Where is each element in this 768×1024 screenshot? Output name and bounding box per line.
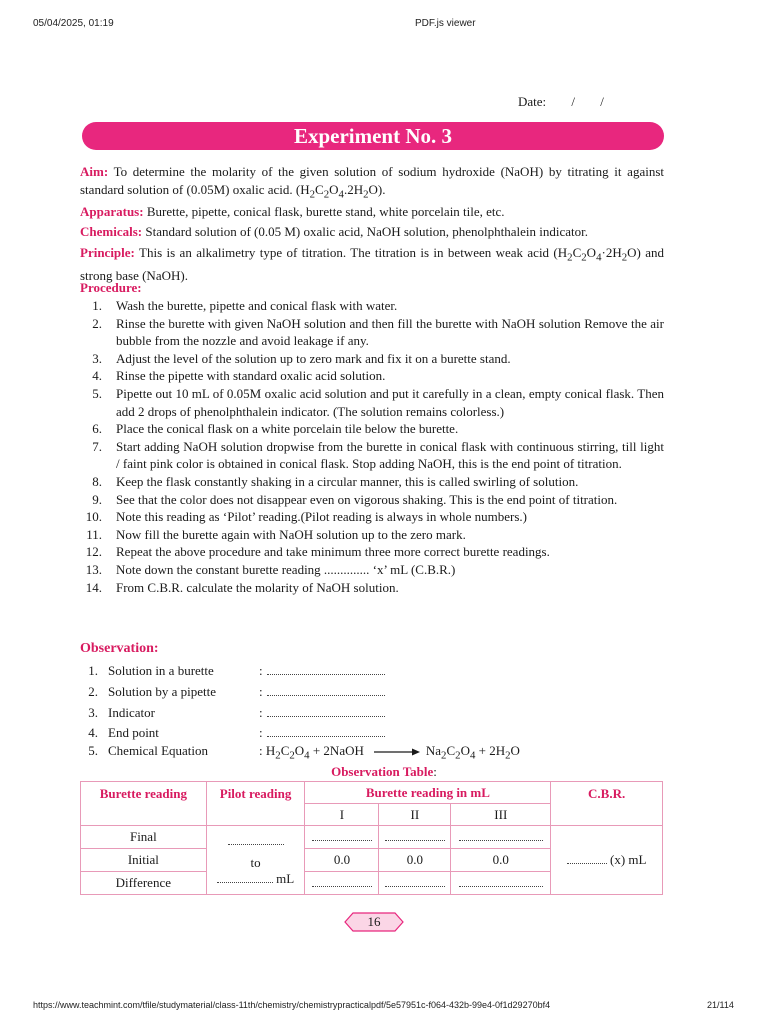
blank-line bbox=[385, 830, 445, 841]
header-burette-reading-ml: Burette reading in mL bbox=[305, 782, 551, 804]
procedure-step bbox=[80, 491, 664, 509]
item-text: Indicator bbox=[108, 705, 155, 720]
subscript: 2 bbox=[567, 251, 573, 264]
equation-text: + 2NaOH bbox=[309, 743, 364, 758]
observation-item bbox=[84, 725, 684, 743]
procedure-step bbox=[80, 350, 664, 368]
row-label: Initial bbox=[81, 849, 207, 872]
chemicals-text: Standard solution of (0.05 M) oxalic acid, NaOH solution, phenolphthalein indicator. bbox=[142, 224, 589, 239]
aim-text: To determine the molarity of the given solution of sodium hydroxide (NaOH) by titrating it against standard solution of (0.05M) oxalic acid. (H bbox=[80, 164, 664, 197]
equation-text: Na bbox=[425, 743, 442, 758]
print-datetime: 05/04/2025, 01:19 bbox=[33, 18, 114, 29]
step-number: 7. bbox=[92, 438, 102, 454]
subscript: 2 bbox=[323, 188, 330, 201]
step-text: Pipette out 10 mL of 0.05M oxalic acid solution and put it carefully in a clean, empty conical flask. Then add 2 drops of phenolphthalein indicator. (The solution remains colorless.) bbox=[116, 385, 664, 419]
subscript: 2 bbox=[363, 188, 369, 201]
step-text: Place the conical flask on a white porcelain tile below the burette. bbox=[116, 421, 459, 437]
aim-text: O). bbox=[368, 181, 386, 197]
subscript: 4 bbox=[304, 749, 310, 762]
apparatus-label: Apparatus: bbox=[80, 204, 144, 219]
item-number: 3. bbox=[88, 705, 98, 720]
observation-item bbox=[84, 684, 684, 702]
column-header: I bbox=[305, 804, 379, 826]
aim-text: O bbox=[329, 181, 339, 197]
blank-line bbox=[267, 727, 385, 737]
blank-line bbox=[228, 834, 284, 845]
item-text: Solution in a burette bbox=[108, 663, 214, 678]
step-text: From C.B.R. calculate the molarity of NaOH solution. bbox=[116, 579, 399, 595]
apparatus-paragraph bbox=[80, 203, 664, 221]
step-number: 14. bbox=[85, 579, 102, 595]
step-number: 5. bbox=[92, 385, 102, 401]
procedure-step bbox=[80, 526, 664, 544]
subscript: 4 bbox=[338, 188, 344, 201]
chemicals-paragraph bbox=[80, 223, 664, 241]
aim-paragraph bbox=[80, 163, 664, 204]
row-label: Final bbox=[81, 826, 207, 849]
principle-text: C bbox=[572, 245, 582, 260]
item-number: 1. bbox=[88, 663, 98, 678]
item-number: 4. bbox=[88, 725, 98, 740]
subscript: 2 bbox=[441, 749, 447, 762]
principle-text: This is an alkalimetry type of titration. The titration is in between weak acid (H bbox=[134, 245, 568, 260]
procedure-step bbox=[80, 438, 664, 473]
step-text: Repeat the above procedure and take minimum three more correct burette readings. bbox=[116, 544, 550, 560]
step-text: Wash the burette, pipette and conical flask with water. bbox=[116, 298, 398, 313]
colon: : bbox=[259, 663, 263, 678]
subscript: 2 bbox=[289, 749, 295, 762]
pilot-to: to bbox=[250, 855, 261, 870]
header-cbr: C.B.R. bbox=[551, 782, 663, 826]
step-number: 11. bbox=[86, 526, 102, 542]
procedure-heading bbox=[80, 279, 664, 297]
step-number: 13. bbox=[85, 561, 102, 577]
page-number: 16 bbox=[367, 914, 381, 929]
page-number-badge bbox=[344, 912, 404, 932]
equation-text: C bbox=[446, 743, 456, 758]
step-number: 2. bbox=[92, 315, 102, 331]
colon: : bbox=[433, 764, 437, 779]
procedure-step bbox=[80, 367, 664, 385]
subscript: 2 bbox=[505, 749, 511, 762]
procedure-list bbox=[80, 297, 664, 596]
blank-line bbox=[567, 853, 607, 864]
blank-line bbox=[217, 872, 273, 883]
step-number: 12. bbox=[85, 544, 102, 560]
step-number: 3. bbox=[92, 350, 102, 366]
blank-line bbox=[459, 876, 543, 887]
date-separator: / bbox=[571, 94, 576, 109]
observation-table-title bbox=[0, 764, 768, 780]
equation-text: O bbox=[294, 743, 305, 758]
observation-label: Observation: bbox=[80, 641, 159, 656]
subscript: 4 bbox=[596, 251, 602, 264]
equation-text: + 2H bbox=[475, 743, 506, 758]
aim-text: C bbox=[315, 181, 324, 197]
cbr-cell bbox=[551, 826, 663, 895]
blank-line bbox=[267, 665, 385, 675]
procedure-step bbox=[80, 420, 664, 438]
blank-line bbox=[312, 830, 372, 841]
chemical-equation-item bbox=[84, 743, 684, 761]
blank-cell bbox=[305, 872, 379, 895]
blank-cell bbox=[379, 872, 451, 895]
step-number: 6. bbox=[92, 421, 102, 437]
observation-item bbox=[84, 663, 684, 681]
subscript: 2 bbox=[309, 188, 316, 201]
colon: : bbox=[259, 725, 263, 740]
blank-line bbox=[312, 876, 372, 887]
aim-text: .2H bbox=[343, 181, 364, 197]
procedure-step bbox=[80, 561, 664, 579]
procedure-step bbox=[80, 297, 664, 315]
colon: : bbox=[259, 705, 263, 720]
subscript: 2 bbox=[275, 749, 281, 762]
item-text: End point bbox=[108, 725, 159, 740]
observation-heading bbox=[80, 641, 159, 657]
equation-text: O bbox=[460, 743, 470, 758]
procedure-step bbox=[80, 385, 664, 420]
subscript: 2 bbox=[581, 251, 587, 264]
item-number: 5. bbox=[88, 743, 98, 758]
item-text: Chemical Equation bbox=[108, 743, 209, 758]
date-label: Date: bbox=[518, 94, 547, 109]
item-number: 2. bbox=[88, 684, 98, 699]
print-page-title: PDF.js viewer bbox=[415, 18, 476, 29]
blank-cell bbox=[379, 826, 451, 849]
procedure-step bbox=[80, 508, 664, 526]
procedure-step bbox=[80, 315, 664, 350]
subscript: 4 bbox=[469, 749, 476, 762]
date-line bbox=[518, 94, 604, 110]
step-text: See that the color does not disappear even on vigorous shaking. This is the end point of titration. bbox=[116, 491, 618, 507]
step-number: 4. bbox=[92, 368, 102, 384]
step-number: 10. bbox=[85, 509, 102, 525]
header-pilot-reading: Pilot reading bbox=[206, 782, 305, 826]
aim-label: Aim: bbox=[80, 164, 109, 179]
blank-cell bbox=[451, 872, 551, 895]
step-text: Now fill the burette again with NaOH solution up to the zero mark. bbox=[116, 526, 466, 542]
step-text: Note down the constant burette reading .............. ‘x’ mL (C.B.R.) bbox=[116, 561, 456, 577]
step-number: 8. bbox=[92, 473, 102, 489]
step-text: Rinse the pipette with standard oxalic acid solution. bbox=[116, 368, 386, 384]
pilot-reading-cell bbox=[206, 826, 305, 895]
column-header: II bbox=[379, 804, 451, 826]
table-title-label: Observation Table bbox=[331, 764, 434, 779]
initial-value: 0.0 bbox=[305, 849, 379, 872]
chemical-equation bbox=[259, 743, 520, 762]
step-text: Keep the flask constantly shaking in a circular manner, this is called swirling of solution. bbox=[116, 473, 579, 489]
blank-line bbox=[385, 876, 445, 887]
step-text: Adjust the level of the solution up to zero mark and fix it on a burette stand. bbox=[116, 350, 511, 366]
blank-line bbox=[267, 686, 385, 696]
chemicals-label: Chemicals: bbox=[80, 224, 143, 239]
colon: : bbox=[259, 684, 263, 699]
experiment-title: Experiment No. 3 bbox=[82, 122, 664, 150]
subscript: 2 bbox=[455, 749, 461, 762]
equation-text: H bbox=[262, 743, 276, 758]
subscript: 2 bbox=[621, 251, 628, 264]
step-text: Start adding NaOH solution dropwise from the burette in conical flask with continuous stirring, till light / faint pink color is obtained in conical flask. Stop adding NaOH, this is the end point of titration. bbox=[116, 438, 664, 472]
principle-text: ·2H bbox=[601, 245, 622, 260]
principle-text: O) and strong base (NaOH). bbox=[80, 245, 664, 284]
procedure-step bbox=[80, 543, 664, 561]
equation-text: O bbox=[510, 743, 520, 758]
column-header: III bbox=[451, 804, 551, 826]
step-number: 9. bbox=[92, 491, 102, 507]
principle-label: Principle: bbox=[80, 245, 135, 260]
procedure-step bbox=[80, 579, 664, 597]
blank-line bbox=[459, 830, 543, 841]
initial-value: 0.0 bbox=[451, 849, 551, 872]
blank-cell bbox=[305, 826, 379, 849]
date-separator: / bbox=[600, 94, 604, 109]
observation-item bbox=[84, 705, 684, 723]
print-page-count: 21/114 bbox=[707, 1000, 734, 1010]
blank-cell bbox=[451, 826, 551, 849]
reaction-arrow-icon bbox=[374, 747, 420, 757]
item-text: Solution by a pipette bbox=[108, 684, 216, 699]
principle-text: O bbox=[586, 245, 597, 260]
step-text: Note this reading as ‘Pilot’ reading.(Pilot reading is always in whole numbers.) bbox=[116, 509, 527, 525]
step-number: 1. bbox=[92, 298, 102, 313]
step-text: Rinse the burette with given NaOH solution and then fill the burette with NaOH solution Remove the air bubble from the nozzle and avoid leakage if any. bbox=[116, 315, 664, 349]
apparatus-text: Burette, pipette, conical flask, burette stand, white porcelain tile, etc. bbox=[143, 204, 505, 219]
row-label: Difference bbox=[81, 872, 207, 895]
table-row bbox=[81, 826, 663, 849]
procedure-label: Procedure: bbox=[80, 280, 142, 295]
print-url: https://www.teachmint.com/tfile/studymaterial/class-11th/chemistry/chemistrypracticalpdf/5e57951c-f064-432b-99e4-0f1d29270bf4 bbox=[33, 1000, 551, 1010]
observation-table bbox=[80, 781, 663, 895]
header-burette-reading: Burette reading bbox=[81, 782, 207, 826]
pilot-unit: mL bbox=[276, 871, 295, 886]
equation-text: C bbox=[280, 743, 290, 758]
initial-value: 0.0 bbox=[379, 849, 451, 872]
blank-line bbox=[267, 707, 385, 717]
cbr-value: (x) mL bbox=[610, 852, 647, 867]
procedure-step bbox=[80, 473, 664, 491]
colon: : bbox=[259, 743, 263, 758]
